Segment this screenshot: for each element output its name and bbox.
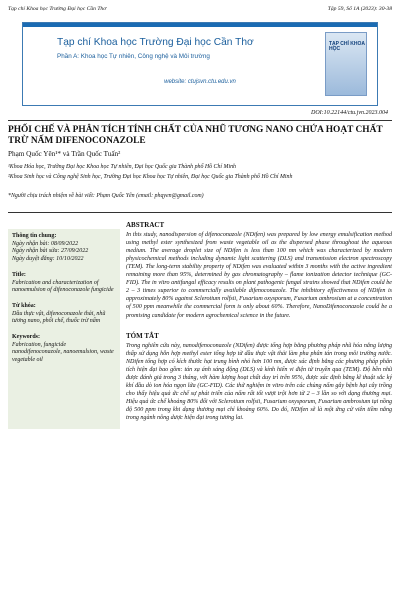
divider [8, 120, 392, 121]
divider [8, 212, 392, 213]
revised-date: Ngày nhận bài sửa: 27/09/2022 [12, 248, 89, 255]
article-info-sidebar [8, 229, 120, 429]
running-header [8, 6, 392, 12]
journal-cover-image [325, 32, 367, 96]
summary-heading: TÓM TẮT [126, 331, 159, 340]
abstract-column [126, 221, 392, 422]
author-list: Phạm Quốc Yên¹* và Trần Quốc Tuấn² [8, 150, 121, 158]
banner-top-bar [23, 23, 377, 27]
english-title: Fabrication and characterization of nanoemulsion of difenoconazole fungicide [12, 279, 114, 294]
info-heading: Thông tin chung: [12, 233, 57, 239]
running-header-volume: Tập 59, Số 1A (2023): 30-38 [327, 6, 392, 12]
banner-section-subtitle: Phần A: Khoa học Tự nhiên, Công nghệ và Môi trường [57, 53, 210, 60]
running-header-journal: Tạp chí Khoa học Trường Đại học Cần Thơ [8, 6, 107, 12]
affiliation-1: ¹Khoa Hóa học, Trường Đại học Khoa học Tự nhiên, Đại học Quốc gia Thành phố Hồ Chí Minh [8, 164, 236, 170]
keywords-vn: Dầu thực vật, difenoconazole thải, nhũ tương nano, phối chế, thuốc trừ nấm [12, 310, 106, 325]
banner-website[interactable]: website: ctujsvn.ctu.edu.vn [164, 79, 236, 85]
banner-journal-title: Tạp chí Khoa học Trường Đại học Cần Thơ [57, 37, 254, 48]
title-heading: Title: [12, 271, 26, 278]
article-title: PHỐI CHẾ VÀ PHÂN TÍCH TÍNH CHẤT CỦA NHŨ TƯƠNG NANO CHỨA HOẠT CHẤT TRỪ NẤM DIFENOCONAZOLE [8, 125, 383, 146]
abstract-heading: ABSTRACT [126, 221, 165, 229]
keywords-en-heading: Keywords: [12, 334, 40, 341]
received-date: Ngày nhận bài: 08/09/2022 [12, 240, 79, 247]
accepted-date: Ngày duyệt đăng: 10/10/2022 [12, 256, 84, 263]
doi[interactable]: DOI:10.22144/ctu.jvn.2023.004 [311, 110, 388, 116]
journal-banner [22, 22, 378, 106]
summary-text: Trong nghiên cứu này, nanodifenoconazole (NDifen) được tổng hợp bằng phương pháp nhũ hóa năng lượng thấp sử dụng hỗn hợp methyl ester tổng hợp từ dầu thực vật thải làm pha phân tán trong môi trường nước. NDifen tổng hợp có kích thước hạt trung bình nhỏ hơn 100 nm, được xác định bằng các phương pháp phân tích hiện đại bao gồm: tán xạ ánh sáng động (DLS) và kính hiển vi điện tử truyền qua (TEM). Độ bền nhũ được đánh giá trong 3 tháng, với hàm lượng hoạt chất duy trì trên 95%, được xác định bằng kĩ thuật sắc ký khí đầu dò ion hóa ngọn lửa (GC-FID). Các thử nghiệm in vitro trên các chủng nấm gây bệnh hại cây trồng cho thấy hiệu quả ức chế sự phát triển của nấm rất tốt vượt trội hơn từ 2 – 3 lần so với dạng thương mại. Hiệu quả ức chế khoảng 80% đối với Sclerotium rolfsii, Fusarium oxysporum, Fusarium ambrosium tại nồng độ 500 ppm trong khi dạng thương mại chỉ khoảng 60%. Do đó, NDifen sẽ là một ứng cử viên tiềm năng trong ngành nông dược hiện đại trong tương lai. [126, 342, 392, 422]
corresponding-author: *Người chịu trách nhiệm về bài viết: Phạm Quốc Yên (email: phqyen@gmail.com) [8, 193, 204, 199]
keywords-vn-heading: Từ khóa: [12, 302, 36, 309]
affiliation-2: ²Khoa Sinh học và Công nghệ Sinh học, Trường Đại học Khoa học Tự nhiên, Đại học Quốc gia Thành phố Hồ Chí Minh [8, 174, 293, 180]
cover-text: TẠP CHÍ KHOA HỌC [329, 41, 365, 52]
abstract-text: In this study, nanodispersion of difenoconazole (NDifen) was prepared by low energy emulsification method using methyl ester synthesized from waste vegetable oil as the dispersed phase throughout the aqueous medium. The average droplet size of NDifen is less than 100 nm which was characterized by modern physicochemical methods including dynamic light scattering (DLS) and transmission electron spectroscopy (TEM). The long-term stability property of NDifen was evaluated within 3 months with the active ingredient remaining more than 95%, determined by gas chromatography – flame ionization detector technique (GC-FID). The in vitro antifungal efficacy results on plant pathogenic fungal strains showed that NDifen could be 2 – 3 times superior to commercially available difenoconazole. The inhibitory effectiveness of NDifen is approximately 80% against Sclerotium rolfsii, Fusarium oxysporum, Fusarium ambrosium at a concentration of 500 ppm meanwhile the commercial form is only about 60%. Therefore, NanoDifenoconazole could be a promising candidate for modern agrochemical science in the future. [126, 232, 392, 319]
keywords-en: Fabrication, fungicide nanodifenoconazole, nanoemulsion, waste vegetable oil [12, 341, 114, 364]
